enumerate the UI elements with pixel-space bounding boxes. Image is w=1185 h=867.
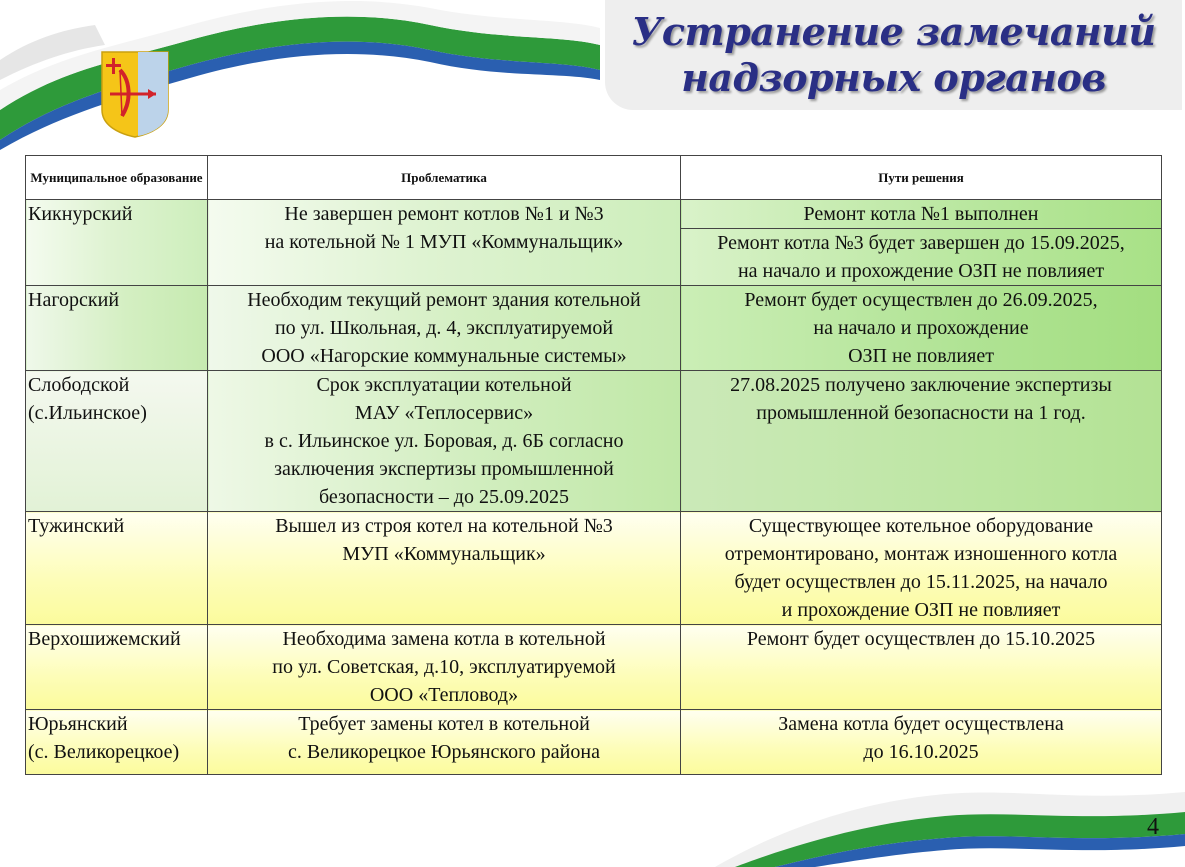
title-line-1: Устранение замечаний (631, 9, 1156, 54)
table-row (26, 286, 1162, 371)
solution-cell: Существующее котельное оборудование отремонтировано, монтаж изношенного котла будет осуществлен до 15.11.2025, на начало и прохождение ОЗП не повлияет (681, 512, 1162, 625)
solution-cell: Замена котла будет осуществлена до 16.10.2025 (681, 710, 1162, 775)
table-header-row (26, 156, 1162, 200)
title-line-2: надзорных органов (681, 55, 1106, 100)
solution-cell: Ремонт котла №3 будет завершен до 15.09.2025, на начало и прохождение ОЗП не повлияет (681, 229, 1162, 286)
header-solution: Пути решения (681, 156, 1162, 200)
remarks-table (25, 155, 1162, 775)
table-row (26, 371, 1162, 512)
table-row (26, 200, 1162, 229)
flag-ribbon-bottom (715, 772, 1185, 867)
solution-cell: Ремонт будет осуществлен до 15.10.2025 (681, 625, 1162, 710)
header-problem: Проблематика (208, 156, 681, 200)
coat-of-arms-emblem (100, 50, 170, 138)
municipality-cell: Слободской (с.Ильинское) (26, 371, 208, 512)
page-number: 4 (1147, 814, 1159, 840)
municipality-cell: Юрьянский (с. Великорецкое) (26, 710, 208, 775)
table-row (26, 512, 1162, 625)
problem-cell: Вышел из строя котел на котельной №3 МУП «Коммунальщик» (208, 512, 681, 625)
table-row (26, 625, 1162, 710)
problem-cell: Необходим текущий ремонт здания котельной по ул. Школьная, д. 4, эксплуатируемой ООО «Нагорские коммунальные системы» (208, 286, 681, 371)
problem-cell: Необходима замена котла в котельной по ул. Советская, д.10, эксплуатируемой ООО «Тепловод» (208, 625, 681, 710)
table-row (26, 710, 1162, 775)
flag-ribbon-top (0, 0, 620, 150)
solution-cell: 27.08.2025 получено заключение экспертизы промышленной безопасности на 1 год. (681, 371, 1162, 512)
solution-cell: Ремонт будет осуществлен до 26.09.2025, на начало и прохождение ОЗП не повлияет (681, 286, 1162, 371)
municipality-cell: Кикнурский (26, 200, 208, 286)
problem-cell: Требует замены котел в котельной с. Великорецкое Юрьянского района (208, 710, 681, 775)
header-municipality: Муниципальное образование (26, 156, 208, 200)
municipality-cell: Верхошижемский (26, 625, 208, 710)
municipality-cell: Тужинский (26, 512, 208, 625)
title-box (605, 0, 1182, 110)
municipality-cell: Нагорский (26, 286, 208, 371)
problem-cell: Срок эксплуатации котельной МАУ «Теплосервис» в с. Ильинское ул. Боровая, д. 6Б согласно заключения экспертизы промышленной безопасности – до 25.09.2025 (208, 371, 681, 512)
solution-cell: Ремонт котла №1 выполнен (681, 200, 1162, 229)
problem-cell: Не завершен ремонт котлов №1 и №3 на котельной № 1 МУП «Коммунальщик» (208, 200, 681, 286)
